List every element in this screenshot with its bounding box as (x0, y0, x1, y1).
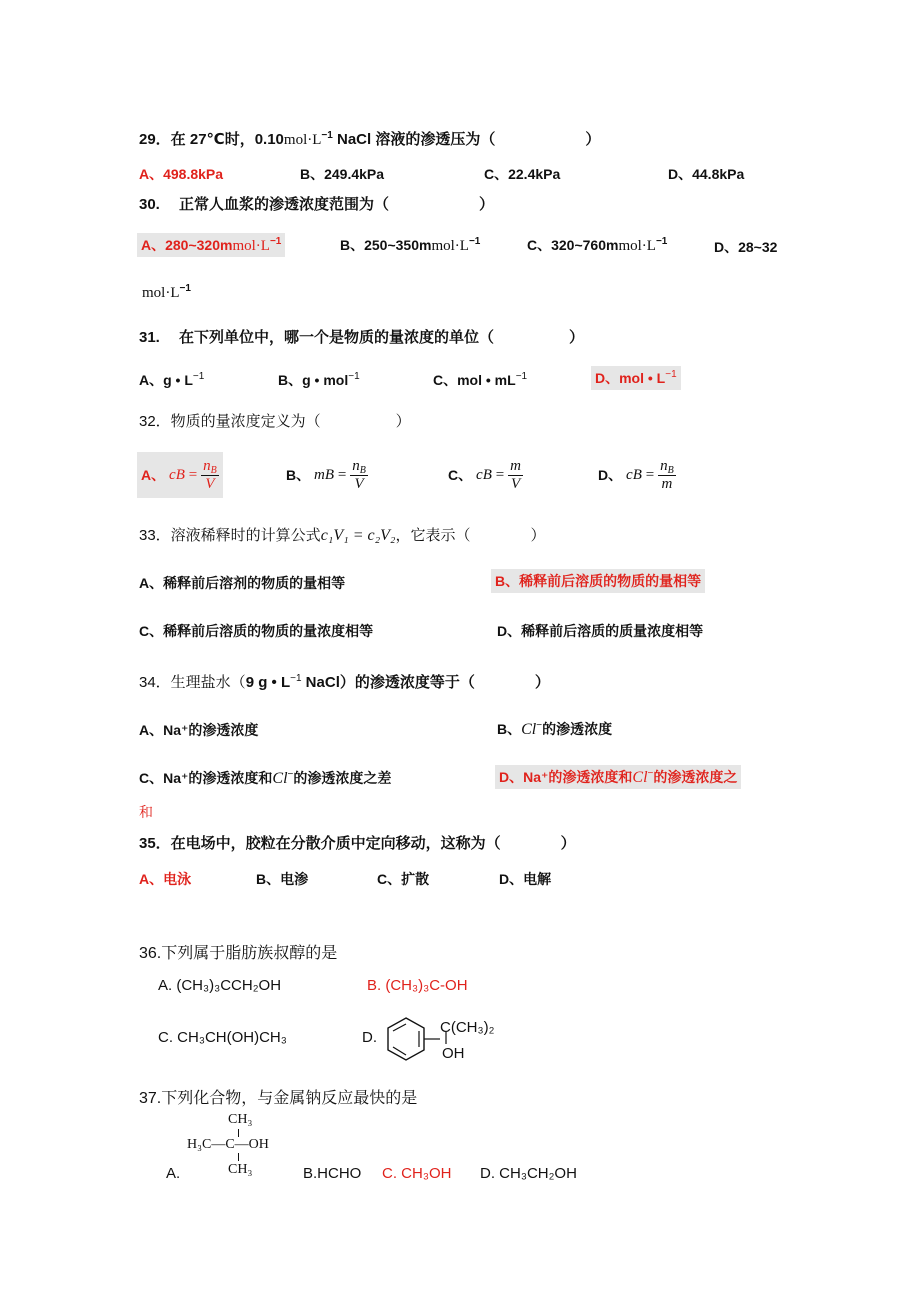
q36-d-substituent: C(CH₃)₂ (440, 1019, 495, 1036)
q30-option-d-unit: $mol\cdot L^{-1}$ (142, 283, 191, 301)
q30-option-c[interactable]: C、$320\sim 760mmol\cdot L^{-1}$ (527, 236, 668, 254)
q29-option-c[interactable]: C、22.4kPa (484, 166, 561, 182)
q35-option-d[interactable]: D、电解 (499, 871, 552, 887)
q36-benzene-structure (382, 1012, 502, 1066)
q29-option-b[interactable]: B、249.4kPa (300, 166, 385, 182)
q34-option-c[interactable]: C、Na⁺的渗透浓度和Cl−的渗透浓度之差 (139, 769, 392, 787)
q30-stem: 30. 正常人血浆的渗透浓度范围为（ ） (139, 196, 495, 213)
q36-d-hydroxyl: OH (442, 1045, 465, 1062)
q34-option-a[interactable]: A、Na⁺的渗透浓度 (139, 722, 259, 738)
q37-a-mid: H₃C—C—OH (187, 1137, 269, 1152)
q37-a-bond-bottom (238, 1153, 239, 1161)
q33-option-c[interactable]: C、稀释前后溶质的物质的量浓度相等 (139, 623, 374, 639)
q30-option-b[interactable]: B、$250\sim 350mmol\cdot L^{-1}$ (340, 236, 481, 254)
q32-option-c[interactable]: C、 c B = $\frac{m}{V}$ (448, 458, 521, 492)
q35-option-c[interactable]: C、扩散 (377, 871, 430, 887)
q33-option-a[interactable]: A、稀释前后溶剂的物质的量相等 (139, 575, 346, 591)
q30-option-a[interactable]: A、$280\sim 320mmol\cdot L^{-1}$ (137, 233, 285, 257)
q34-stem: 34．生理盐水（9 g • $L^{-1}$ NaCl）的渗透浓度等于（ ） (139, 673, 550, 691)
q37-option-a[interactable]: A. (166, 1165, 181, 1182)
q36-option-d[interactable]: D. (362, 1029, 377, 1046)
q34-option-d-wrap: 和 (139, 804, 153, 820)
q37-a-bond-top (238, 1129, 239, 1137)
q32-option-b[interactable]: B、 m B = $\frac{n_B}{V}$ (286, 458, 366, 492)
q37-option-b[interactable]: B.HCHO (303, 1165, 362, 1182)
q33-option-b[interactable]: B、稀释前后溶质的物质的量相等 (491, 569, 705, 593)
q34-option-b[interactable]: B、Cl−的渗透浓度 (497, 720, 613, 738)
q37-a-bot: CH₃ (228, 1162, 253, 1177)
q36-option-c[interactable]: C. CH₃CH(OH)CH₃ (158, 1029, 287, 1046)
q37-option-d[interactable]: D. CH₃CH₂OH (480, 1165, 577, 1182)
q29-stem: 29．在 27℃时，$0.10mol\cdot L^{-1}$ NaCl 溶液的渗透压为（ ） (139, 130, 601, 148)
q29-option-d[interactable]: D、44.8kPa (668, 166, 745, 182)
q35-option-a[interactable]: A、电泳 (139, 871, 192, 887)
q33-option-d[interactable]: D、稀释前后溶质的质量浓度相等 (497, 623, 704, 639)
q32-option-d[interactable]: D、 c B = $\frac{n_B}{m}$ (598, 458, 674, 492)
q34-option-d[interactable]: D、Na⁺的渗透浓度和Cl−的渗透浓度之 (495, 765, 741, 789)
q31-stem: 31. 在下列单位中，哪一个是物质的量浓度的单位（ ） (139, 329, 585, 346)
q37-a-top: CH₃ (228, 1112, 253, 1127)
q32-stem: 32．物质的量浓度定义为（ ） (139, 413, 411, 430)
q36-option-a[interactable]: A. (CH₃)₃CCH₂OH (158, 977, 282, 994)
q29-option-a[interactable]: A、498.8kPa (139, 166, 224, 182)
q31-option-b[interactable]: B、g • mol$^{-1}$ (278, 371, 360, 388)
q37-option-c[interactable]: C. CH₃OH (382, 1165, 452, 1182)
q36-option-b[interactable]: B. (CH₃)₃C-OH (367, 977, 468, 994)
q33-stem: 33．溶液稀释时的计算公式c₁V₁ = c₂V₂，它表示（ ） (139, 527, 546, 544)
q35-stem: 35．在电场中，胶粒在分散介质中定向移动，这称为（ ） (139, 835, 576, 852)
q32-option-a[interactable]: A、 c B = $\frac{n_B}{V}$ (137, 452, 223, 498)
q36-stem: 36.下列属于脂肪族叔醇的是 (139, 945, 338, 962)
q37-stem: 37.下列化合物，与金属钠反应最快的是 (139, 1090, 418, 1107)
q30-option-d[interactable]: D、28~32 (714, 239, 778, 255)
q35-option-b[interactable]: B、电渗 (256, 871, 309, 887)
q31-option-c[interactable]: C、mol • $mL^{-1}$ (433, 371, 528, 388)
q31-option-a[interactable]: A、g • $L^{-1}$ (139, 371, 205, 388)
q31-option-d[interactable]: D、mol • $L^{-1}$ (591, 366, 681, 390)
